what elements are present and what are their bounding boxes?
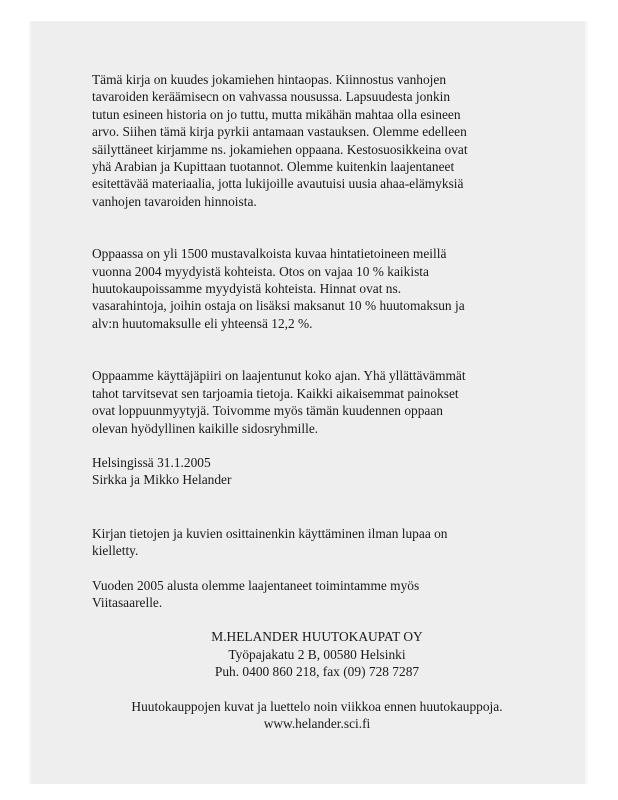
paragraph-images: Oppaassa on yli 1500 mustavalkoista kuvaa hintatietoineen meillä vuonna 2004 myydyistä kohteista. Otos on vajaa 10 % kaikista huutokaupoissamme myydyistä kohteista. Hinnat ovat ns. vasarahintoja, joihin ostaja on lisäksi maksanut 10 % huutomaksun ja alv:n huutomaksulle eli yhteensä 12,2 %. (92, 246, 465, 331)
copyright-notice: Kirjan tietojen ja kuvien osittainenkin käyttäminen ilman lupaa on kielletty. (92, 525, 448, 559)
company-name: M.HELANDER HUUTOKAUPAT OY (211, 629, 423, 645)
company-address (92, 628, 542, 680)
paragraph-users: Oppaamme käyttäjäpiiri on laajentunut koko ajan. Yhä yllättävämmät tahot tarvitsevat sen tarjoamia tietoja. Kaikki aikaisemmat painokset ovat loppuunmyytyjä. Toivomme myös tämän kuudennen oppaan olevan hyödyllinen kaikille sidosryhmille. (92, 368, 466, 436)
company-phone: Puh. 0400 860 218, fax (09) 728 7287 (214, 664, 420, 680)
paragraph-intro: Tämä kirja on kuudes jokamiehen hintaopas. Kiinnostus vanhojen tavaroiden keräämisecn on vahvassa nousussa. Lapsuudesta jonkin tutun esineen historia on jo tuttu, mutta mikähän mahtaa olla esineen arvo. Siihen tämä kirja pyrkii antamaan vastauksen. Olemme edelleen säilyttäneet kirjamme ns. jokamiehen oppaana. Kestosuosikkeina ovat yhä Arabian ja Kupittaan tuotannot. Olemme kuitenkin laajentaneet esitettävää materiaalia, jotta lukijoille avautuisi uusia ahaa-elämyksiä vanhojen tavaroiden hinnoista. (92, 72, 468, 209)
book-page (29, 21, 588, 784)
company-street: Työpajakatu 2 B, 00580 Helsinki (228, 646, 406, 662)
expansion-notice: Vuoden 2005 alusta olemme laajentaneet toimintamme myös Viitasaarelle. (92, 577, 420, 610)
page-edge (585, 21, 588, 784)
authors: Sirkka ja Mikko Helander (92, 472, 232, 488)
footer (92, 698, 542, 733)
footer-note: Huutokauppojen kuvat ja luettelo noin viikkoa ennen huutokauppoja. (131, 698, 503, 714)
place-date: Helsingissä 31.1.2005 (92, 454, 211, 470)
page-text (92, 71, 542, 732)
website: www.helander.sci.fi (263, 715, 371, 731)
